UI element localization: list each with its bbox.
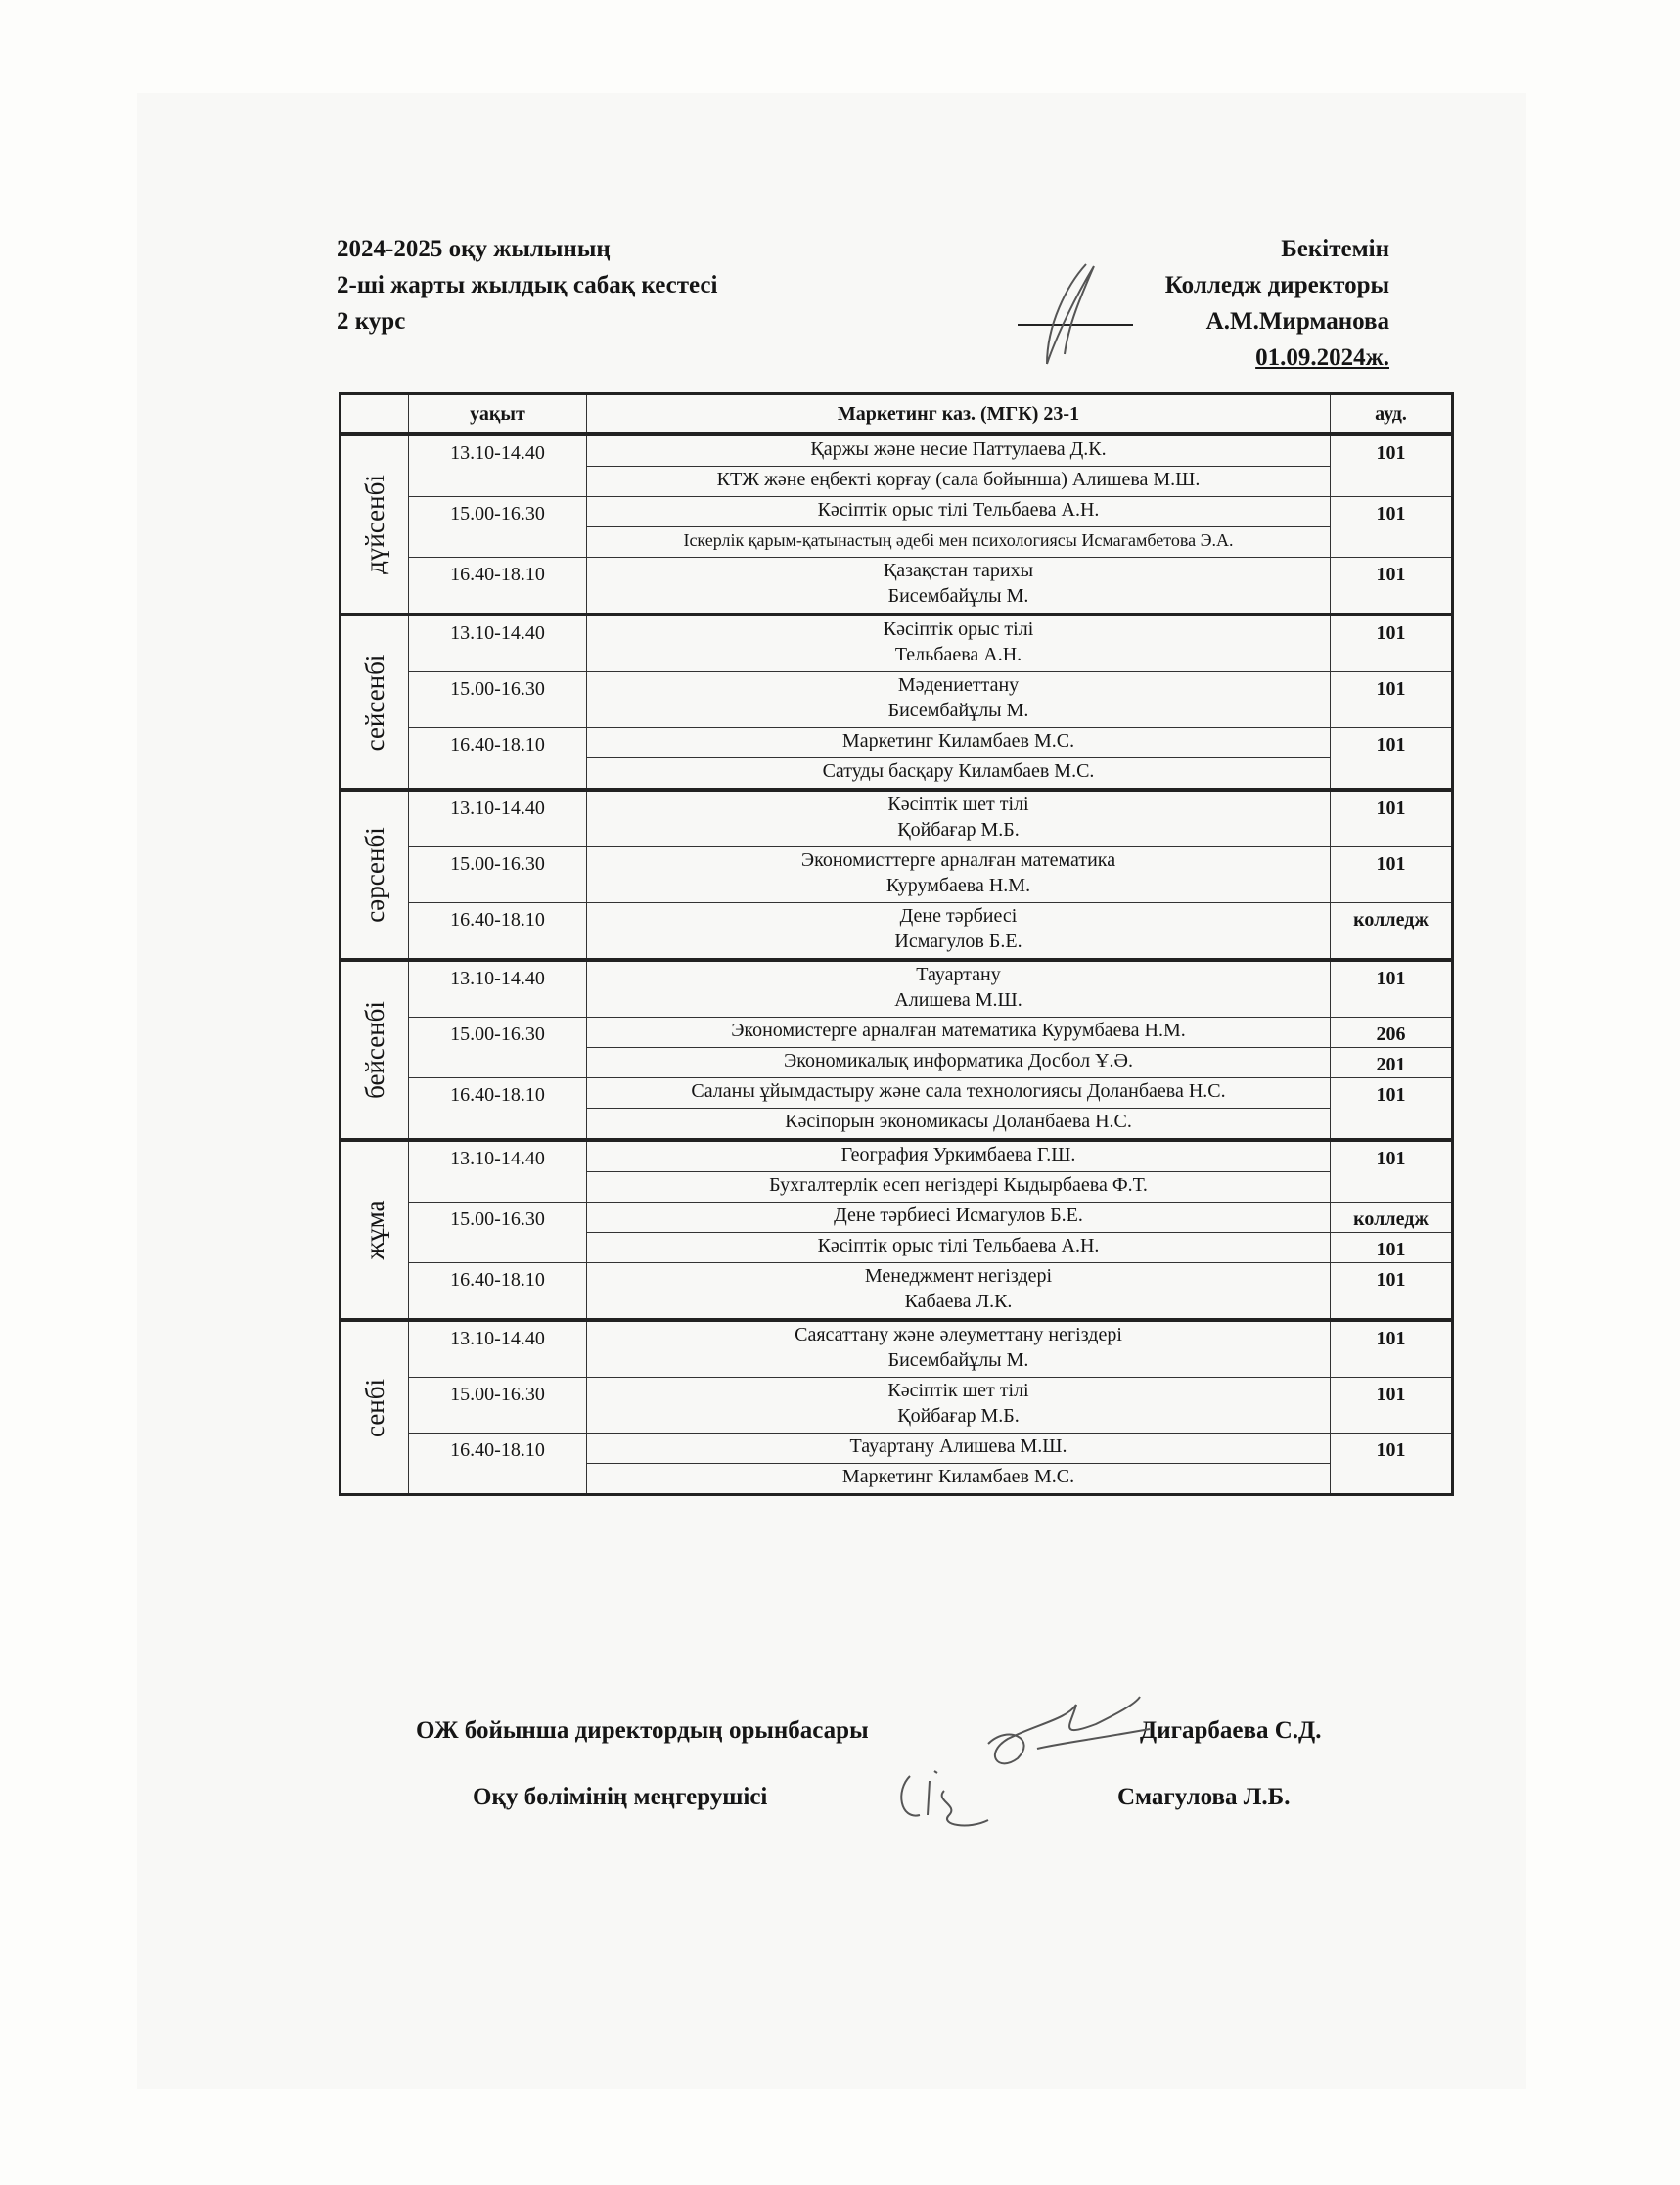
room-cell: 101	[1331, 672, 1453, 728]
schedule-row	[341, 728, 1453, 758]
subject-cell: Кәсіптік шет тілі Қойбағар М.Б.	[587, 1378, 1331, 1434]
subject-cell: Кәсіпорын экономикасы Доланбаева Н.С.	[587, 1109, 1331, 1141]
title-line: 2-ші жарты жылдық сабақ кестесі	[337, 272, 718, 298]
time-cell: 13.10-14.40	[409, 790, 587, 847]
time-cell: 13.10-14.40	[409, 615, 587, 672]
subject-cell: Кәсіптік орыс тілі Тельбаева А.Н.	[587, 1233, 1331, 1263]
day-label: бейсенбі	[360, 1001, 389, 1099]
time-cell: 13.10-14.40	[409, 1140, 587, 1203]
approval-line: А.М.Мирманова	[1205, 308, 1389, 335]
subject-cell: Дене тәрбиесі Исмагулов Б.Е.	[587, 903, 1331, 961]
subject-cell: Қаржы және несие Паттулаева Д.К.	[587, 434, 1331, 467]
schedule-row	[341, 1018, 1453, 1048]
time-column-header: уақыт	[409, 394, 587, 435]
head-signature	[890, 1761, 998, 1840]
subject-cell: Менеджмент негіздері Кабаева Л.К.	[587, 1263, 1331, 1321]
deputy-name: Дигарбаева С.Д.	[1140, 1717, 1322, 1744]
room-cell: 101	[1331, 847, 1453, 903]
subject-cell: Мәдениеттану Бисембайұлы М.	[587, 672, 1331, 728]
subject-cell: Саланы ұйымдастыру және сала технологиясы Доланбаева Н.С.	[587, 1078, 1331, 1109]
subject-cell: Экономистерге арналған математика Курумбаева Н.М.	[587, 1018, 1331, 1048]
room-column-header: ауд.	[1331, 394, 1453, 435]
schedule-row	[341, 1434, 1453, 1464]
day-label: сенбі	[360, 1378, 389, 1437]
room-cell: 101	[1331, 497, 1453, 558]
subject-cell: Экономисттерге арналған математика Курумбаева Н.М.	[587, 847, 1331, 903]
time-cell: 16.40-18.10	[409, 903, 587, 961]
subject-cell: Кәсіптік шет тілі Қойбағар М.Б.	[587, 790, 1331, 847]
room-cell: 101	[1331, 1263, 1453, 1321]
subject-cell: Тауартану Алишева М.Ш.	[587, 960, 1331, 1018]
group-column-header: Маркетинг каз. (МГК) 23-1	[587, 394, 1331, 435]
schedule-row	[341, 615, 1453, 672]
subject-cell: Экономикалық информатика Досбол Ұ.Ә.	[587, 1048, 1331, 1078]
subject-cell: География Уркимбаева Г.Ш.	[587, 1140, 1331, 1172]
day-label: дүйсенбі	[360, 475, 389, 574]
time-cell: 16.40-18.10	[409, 1434, 587, 1495]
time-cell: 15.00-16.30	[409, 847, 587, 903]
schedule-row	[341, 960, 1453, 1018]
title-line: 2 курс	[337, 308, 406, 335]
table-header-row	[341, 394, 1453, 435]
schedule-row	[341, 558, 1453, 615]
room-cell: 101	[1331, 1434, 1453, 1495]
time-cell: 15.00-16.30	[409, 497, 587, 558]
schedule-row	[341, 1320, 1453, 1378]
day-cell	[341, 960, 409, 1140]
subject-cell: Маркетинг Киламбаев М.С.	[587, 1464, 1331, 1495]
schedule-row	[341, 903, 1453, 961]
schedule-row	[341, 790, 1453, 847]
schedule-row	[341, 1378, 1453, 1434]
subject-cell: КТЖ және еңбекті қорғау (сала бойынша) Алишева М.Ш.	[587, 467, 1331, 497]
room-cell: 101	[1331, 615, 1453, 672]
room-cell: 101	[1331, 1378, 1453, 1434]
approval-date: 01.09.2024ж.	[1255, 344, 1389, 371]
room-cell: 101	[1331, 1140, 1453, 1203]
schedule-row	[341, 497, 1453, 527]
director-signature	[1027, 256, 1135, 374]
room-cell: 101	[1331, 1233, 1453, 1263]
subject-cell: Бухгалтерлік есеп негіздері Кыдырбаева Ф.Т.	[587, 1172, 1331, 1203]
time-cell: 15.00-16.30	[409, 1018, 587, 1078]
day-cell	[341, 434, 409, 615]
subject-cell: Сатуды басқару Киламбаев М.С.	[587, 758, 1331, 791]
day-label: жұма	[360, 1200, 389, 1260]
room-cell: 101	[1331, 1320, 1453, 1378]
day-cell	[341, 790, 409, 960]
time-cell: 16.40-18.10	[409, 728, 587, 791]
room-cell: 101	[1331, 790, 1453, 847]
time-cell: 15.00-16.30	[409, 1203, 587, 1263]
time-cell: 16.40-18.10	[409, 1078, 587, 1141]
schedule-row	[341, 434, 1453, 467]
subject-cell: Іскерлік қарым-қатынастың әдебі мен психологиясы Исмагамбетова Э.А.	[587, 527, 1331, 558]
schedule-row	[341, 1140, 1453, 1172]
subject-cell: Дене тәрбиесі Исмагулов Б.Е.	[587, 1203, 1331, 1233]
day-column-header	[341, 394, 409, 435]
approval-line: Колледж директоры	[1164, 272, 1389, 298]
schedule-row	[341, 847, 1453, 903]
room-cell: 101	[1331, 728, 1453, 791]
approval-line: Бекітемін	[1281, 236, 1389, 262]
day-label: сәрсенбі	[360, 827, 389, 923]
day-cell	[341, 1140, 409, 1320]
room-cell: 206	[1331, 1018, 1453, 1048]
time-cell: 16.40-18.10	[409, 1263, 587, 1321]
deputy-title: ОЖ бойынша директордың орынбасары	[416, 1717, 869, 1744]
time-cell: 15.00-16.30	[409, 1378, 587, 1434]
room-cell: 101	[1331, 960, 1453, 1018]
room-cell: колледж	[1331, 903, 1453, 961]
room-cell: 101	[1331, 434, 1453, 497]
schedule-row	[341, 1263, 1453, 1321]
day-cell	[341, 1320, 409, 1495]
head-title: Оқу бөлімінің меңгерушісі	[473, 1784, 768, 1810]
room-cell: 101	[1331, 1078, 1453, 1141]
title-line: 2024-2025 оқу жылының	[337, 236, 611, 262]
time-cell: 13.10-14.40	[409, 434, 587, 497]
time-cell: 13.10-14.40	[409, 1320, 587, 1378]
deputy-signature	[978, 1685, 1155, 1773]
subject-cell: Кәсіптік орыс тілі Тельбаева А.Н.	[587, 497, 1331, 527]
schedule-row	[341, 1078, 1453, 1109]
subject-cell: Тауартану Алишева М.Ш.	[587, 1434, 1331, 1464]
schedule-row	[341, 1203, 1453, 1233]
head-name: Смагулова Л.Б.	[1117, 1784, 1291, 1810]
room-cell: 201	[1331, 1048, 1453, 1078]
day-cell	[341, 615, 409, 790]
subject-cell: Қазақстан тарихы Бисембайұлы М.	[587, 558, 1331, 615]
time-cell: 16.40-18.10	[409, 558, 587, 615]
room-cell: 101	[1331, 558, 1453, 615]
schedule-table	[339, 392, 1454, 1496]
schedule-row	[341, 672, 1453, 728]
time-cell: 15.00-16.30	[409, 672, 587, 728]
subject-cell: Саясаттану және әлеуметтану негіздері Бисембайұлы М.	[587, 1320, 1331, 1378]
schedule-title	[337, 231, 717, 340]
subject-cell: Маркетинг Киламбаев М.С.	[587, 728, 1331, 758]
subject-cell: Кәсіптік орыс тілі Тельбаева А.Н.	[587, 615, 1331, 672]
time-cell: 13.10-14.40	[409, 960, 587, 1018]
room-cell: колледж	[1331, 1203, 1453, 1233]
day-label: сейсенбі	[360, 654, 389, 751]
